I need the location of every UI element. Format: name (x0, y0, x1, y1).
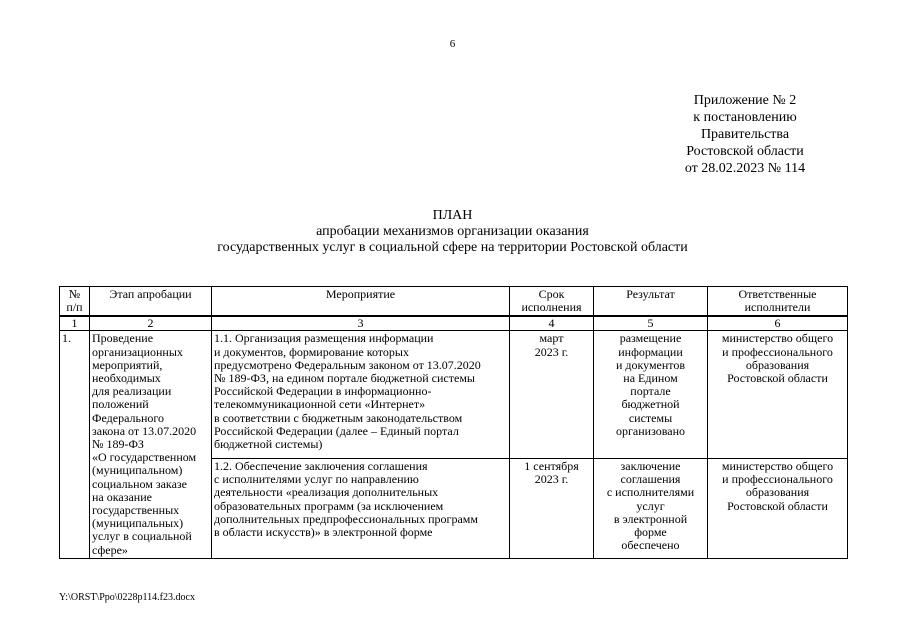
appendix-line: Правительства (700, 127, 790, 142)
title-line: апробации механизмов организации оказания (316, 224, 589, 239)
result-cell: размещение информации и документов на Едином портале бюджетной системы организовано (594, 331, 708, 459)
file-path-footer: Y:\ORST\Ppo\0228p114.f23.docx (59, 592, 195, 603)
header-deadline: Срок исполнения (510, 287, 594, 317)
header-result: Результат (594, 287, 708, 317)
header-activity: Мероприятие (212, 287, 510, 317)
deadline-cell: март 2023 г. (510, 331, 594, 459)
appendix-block (640, 92, 850, 177)
column-number-row (60, 316, 848, 331)
appendix-line: к постановлению (693, 110, 797, 125)
title-line: ПЛАН (432, 208, 473, 223)
activity-cell: 1.2. Обеспечение заключения соглашения с исполнителями услуг по направлению деятельности «реализация дополнительных образовательных программ (за исключением дополнительных предпрофессиональных программ в области искусств)» в электронной форме (212, 458, 510, 558)
responsible-cell: министерство общего и профессионального образования Ростовской области (708, 458, 848, 558)
table-row (60, 331, 848, 459)
document-title (0, 208, 905, 256)
deadline-cell: 1 сентября 2023 г. (510, 458, 594, 558)
column-number: 2 (90, 316, 212, 331)
column-number: 5 (594, 316, 708, 331)
result-cell: заключение соглашения с исполнителями услуг в электронной форме обеспечено (594, 458, 708, 558)
appendix-line: Приложение № 2 (693, 93, 797, 108)
header-num: № п/п (60, 287, 90, 317)
column-number: 6 (708, 316, 848, 331)
header-responsible: Ответственные исполнители (708, 287, 848, 317)
column-number: 3 (212, 316, 510, 331)
appendix-line: от 28.02.2023 № 114 (684, 161, 806, 176)
activity-cell: 1.1. Организация размещения информации и документов, формирование которых предусмотрено Федеральным законом от 13.07.2020 № 189-ФЗ, на едином портале бюджетной системы Российской Федерации в информационно- телекоммуникационной сети «Интернет» в соответствии с бюджетным законодательством Российской Федерации (далее – Единый портал бюджетной системы) (212, 331, 510, 459)
header-stage: Этап апробации (90, 287, 212, 317)
row-number: 1. (60, 331, 90, 558)
column-number: 4 (510, 316, 594, 331)
stage-cell: Проведение организационных мероприятий, необходимых для реализации положений Федерального закона от 13.07.2020 № 189-ФЗ «О государственном (муниципальном) социальном заказе на оказание государственных (муниципальных) услуг в социальной сфере» (90, 331, 212, 558)
appendix-line: Ростовской области (686, 144, 804, 159)
page-number: 6 (449, 38, 456, 50)
column-number: 1 (60, 316, 90, 331)
title-line: государственных услуг в социальной сфере на территории Ростовской области (217, 240, 688, 255)
plan-table (59, 286, 848, 559)
table-header-row (60, 287, 848, 317)
responsible-cell: министерство общего и профессионального образования Ростовской области (708, 331, 848, 459)
